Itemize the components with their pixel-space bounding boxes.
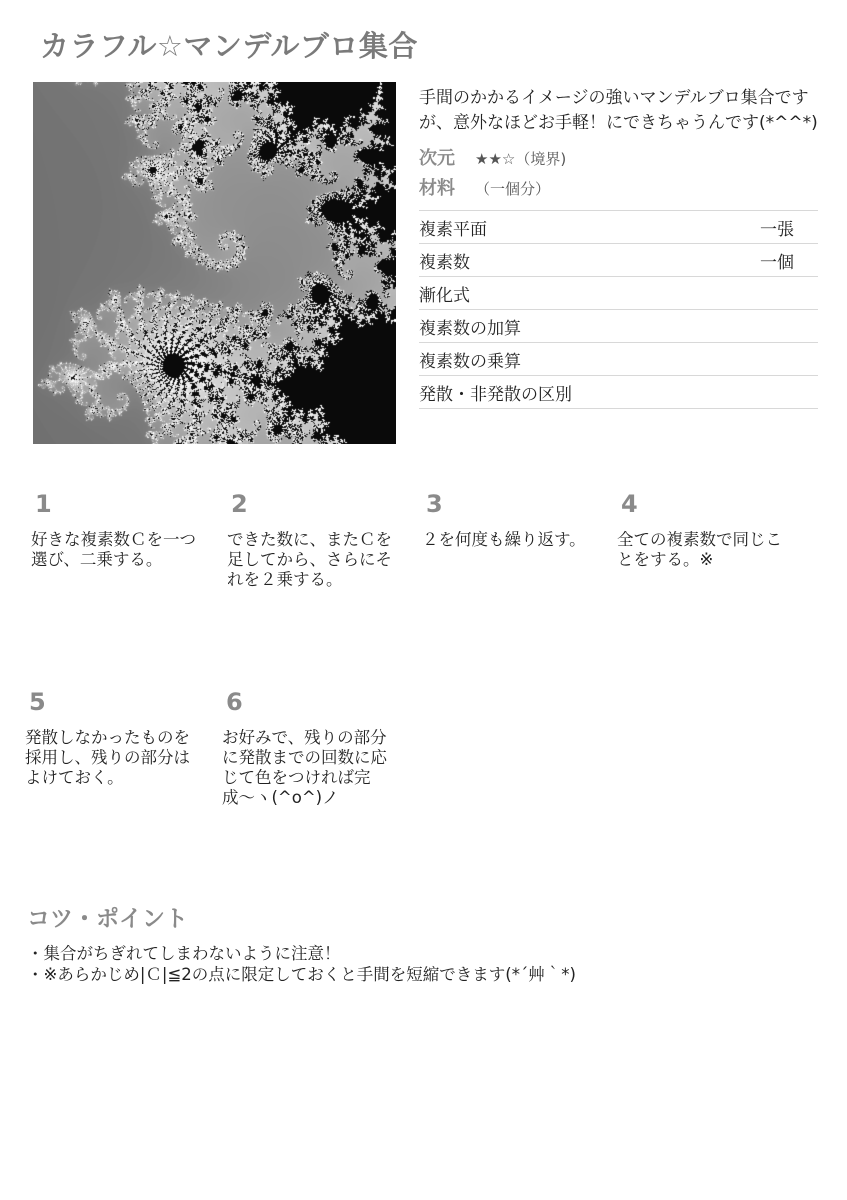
step-3 bbox=[422, 490, 622, 550]
tips-section bbox=[27, 900, 827, 985]
difficulty-stars: ★★☆ bbox=[475, 150, 516, 168]
ingredient-row bbox=[419, 310, 818, 343]
recipe-description: 手間のかかるイメージの強いマンデルブロ集合ですが、意外なほどお手軽！にできちゃうんです(*^^*) bbox=[419, 88, 818, 133]
fractal-photo bbox=[33, 82, 396, 444]
recipe-info bbox=[419, 86, 819, 409]
ingredient-row bbox=[419, 211, 818, 244]
step-text: 発散しなかったものを採用し、残りの部分はよけておく。 bbox=[25, 728, 190, 787]
ingredient-row bbox=[419, 277, 818, 310]
ingredient-row bbox=[419, 244, 818, 277]
ingredient-name: 複素平面 bbox=[419, 219, 487, 240]
ingredient-list bbox=[419, 210, 818, 409]
ingredient-row bbox=[419, 343, 818, 376]
step-number: 3 bbox=[426, 490, 443, 518]
tips-title: コツ・ポイント bbox=[27, 906, 188, 932]
ingredient-name: 複素数の乗算 bbox=[419, 351, 521, 372]
mandelbrot-image bbox=[33, 82, 396, 444]
ingredient-name: 発散・非発散の区別 bbox=[419, 384, 572, 405]
difficulty-label: 次元 bbox=[419, 148, 455, 169]
ingredient-name: 複素数の加算 bbox=[419, 318, 521, 339]
recipe-title: カラフル☆マンデルブロ集合 bbox=[40, 29, 418, 63]
step-5 bbox=[25, 688, 205, 788]
ingredient-qty: 一張 bbox=[760, 219, 794, 240]
ingredient-name: 複素数 bbox=[419, 252, 470, 273]
tip-item: ・集合がちぎれてしまわないように注意！ bbox=[27, 944, 341, 963]
ingredient-qty: 一個 bbox=[760, 252, 794, 273]
step-number: 1 bbox=[35, 490, 52, 518]
difficulty-row bbox=[419, 144, 819, 170]
difficulty-note: （境界) bbox=[515, 150, 567, 168]
step-4 bbox=[617, 490, 797, 570]
step-text: できた数に、またＣを足してから、さらにそれを２乗する。 bbox=[227, 530, 392, 589]
step-number: 4 bbox=[621, 490, 638, 518]
ingredient-name: 漸化式 bbox=[419, 285, 470, 306]
step-6 bbox=[222, 688, 402, 808]
step-number: 2 bbox=[231, 490, 248, 518]
step-2 bbox=[227, 490, 407, 590]
ingredients-label: 材料 bbox=[419, 178, 455, 199]
step-number: 6 bbox=[226, 688, 243, 716]
step-text: ２を何度も繰り返す。 bbox=[422, 530, 586, 549]
ingredients-serving-note: （一個分） bbox=[475, 180, 551, 198]
tip-item: ・※あらかじめ|Ｃ|≦2の点に限定しておくと手間を短縮できます(*´艸｀*) bbox=[27, 965, 576, 984]
step-text: 全ての複素数で同じことをする。※ bbox=[617, 530, 782, 569]
ingredient-row bbox=[419, 376, 818, 409]
ingredients-header bbox=[419, 174, 819, 200]
step-text: お好みで、残りの部分に発散までの回数に応じて色をつければ完成〜ヽ(^o^)ノ bbox=[222, 728, 387, 807]
step-1 bbox=[31, 490, 211, 570]
step-text: 好きな複素数Ｃを一つ選び、二乗する。 bbox=[31, 530, 196, 569]
step-number: 5 bbox=[29, 688, 46, 716]
